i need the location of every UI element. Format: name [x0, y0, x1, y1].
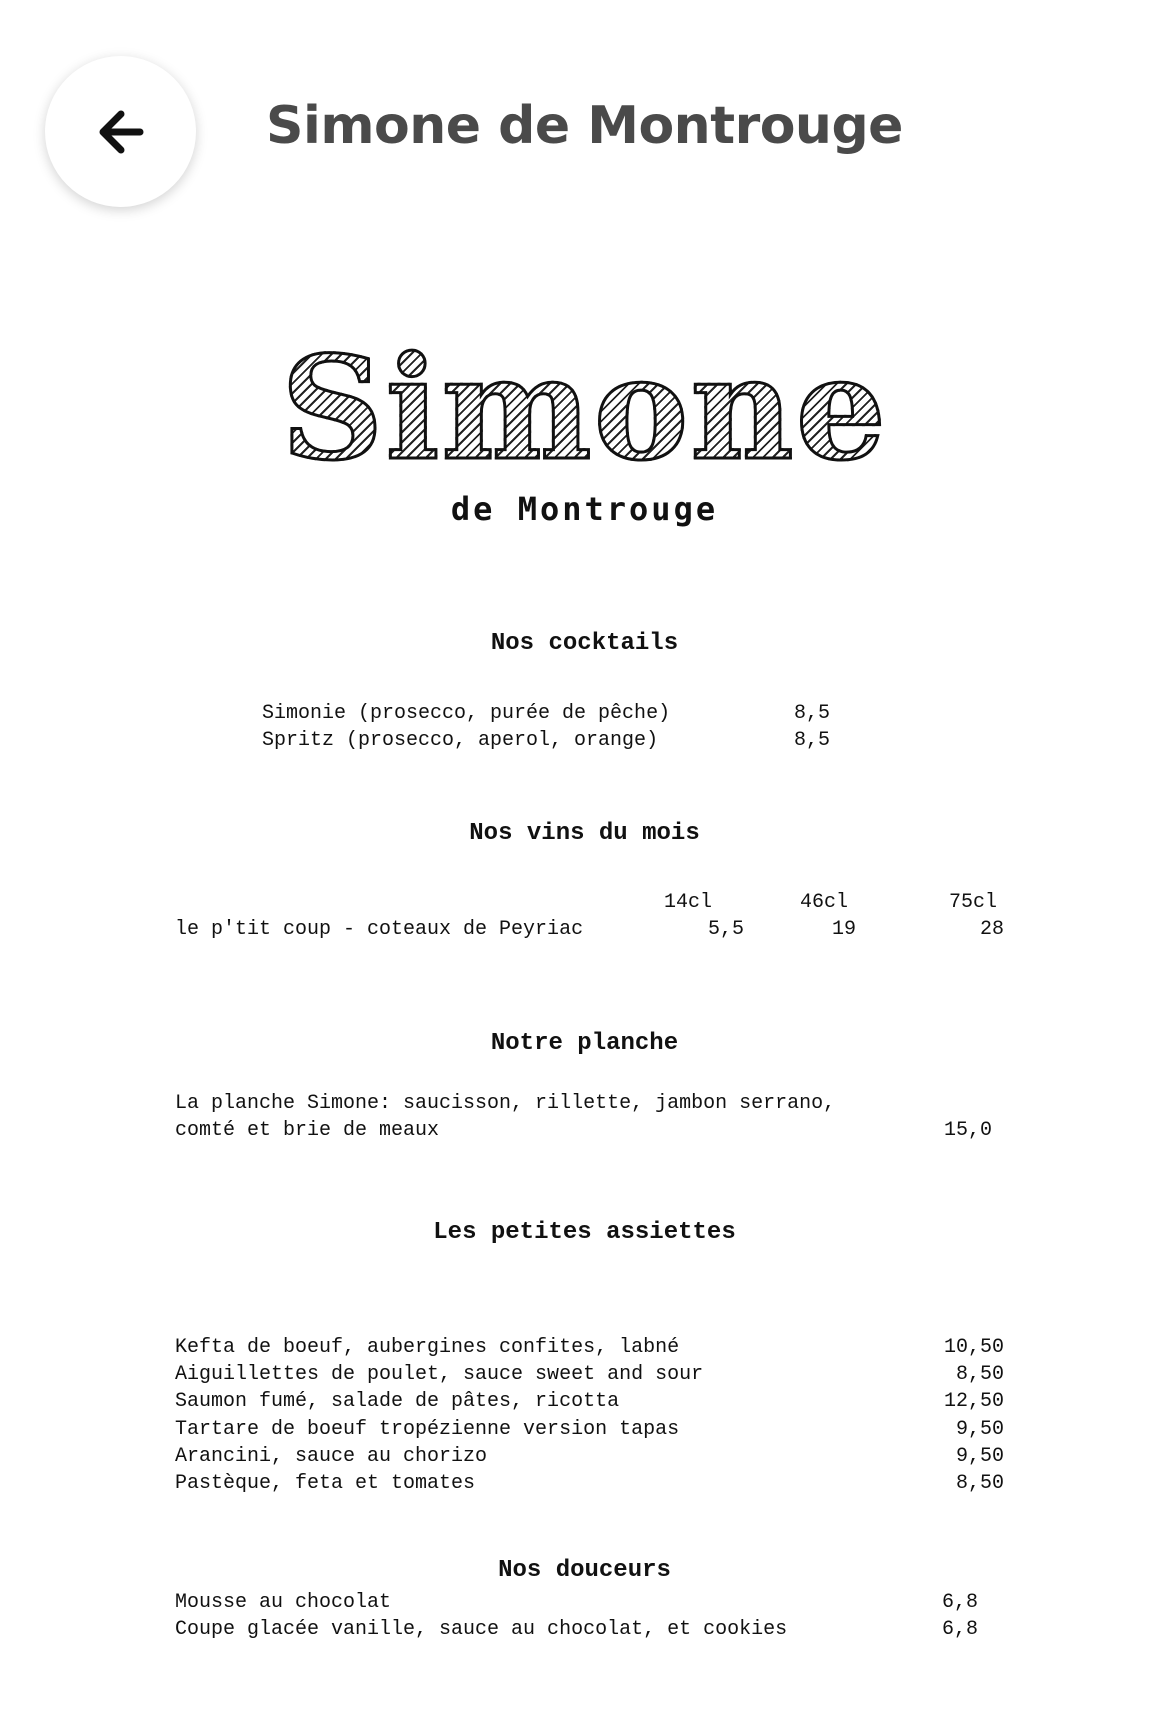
- menu-item-price: 6,8: [941, 1591, 978, 1614]
- menu-item-name: Saumon fumé, salade de pâtes, ricotta: [175, 1390, 620, 1413]
- menu-item-name: Simonie (prosecco, purée de pêche): [262, 702, 671, 725]
- menu-item-name: Aiguillettes de poulet, sauce sweet and sour: [175, 1363, 704, 1386]
- section-title-planche: Notre planche: [490, 1030, 679, 1057]
- menu-item-name: La planche Simone: saucisson, rillette, jambon serrano,: [175, 1092, 836, 1115]
- menu-item-price: 6,8: [941, 1618, 978, 1641]
- menu-item-price: 15,0: [943, 1119, 992, 1142]
- wine-size-header: 46cl: [800, 891, 849, 914]
- menu-item-price: 10,50: [943, 1336, 1004, 1359]
- menu-item-name: le p'tit coup - coteaux de Peyriac: [175, 918, 584, 941]
- section-title-vins: Nos vins du mois: [469, 820, 700, 847]
- menu-item-price: 12,50: [943, 1390, 1004, 1413]
- section-title-assiettes: Les petites assiettes: [433, 1219, 736, 1246]
- menu-item-price: 9,50: [955, 1418, 1004, 1441]
- menu-item-price: 28: [979, 918, 1004, 941]
- wine-size-header: 14cl: [664, 891, 713, 914]
- menu-item-price: 5,5: [707, 918, 744, 941]
- menu-item-name: Spritz (prosecco, aperol, orange): [262, 729, 659, 752]
- menu-item-price: 9,50: [955, 1445, 1004, 1468]
- section-title-cocktails: Nos cocktails: [490, 630, 679, 657]
- page-title: Simone de Montrouge: [266, 96, 903, 156]
- menu-item-name: Mousse au chocolat: [175, 1591, 392, 1614]
- menu-item-price: 8,5: [794, 702, 831, 725]
- menu-item-price: 8,50: [955, 1363, 1004, 1386]
- menu-item-name: Arancini, sauce au chorizo: [175, 1445, 488, 1468]
- logo-simone: Simone: [0, 338, 1169, 480]
- menu-item-price: 8,5: [794, 729, 831, 752]
- logo-subtitle: de Montrouge: [450, 490, 719, 528]
- menu-item-price: 19: [831, 918, 856, 941]
- menu-item-name: comté et brie de meaux: [175, 1119, 440, 1142]
- menu-item-name: Pastèque, feta et tomates: [175, 1472, 476, 1495]
- menu-item-name: Kefta de boeuf, aubergines confites, labné: [175, 1336, 680, 1359]
- menu-item-price: 8,50: [955, 1472, 1004, 1495]
- section-title-douceurs: Nos douceurs: [498, 1557, 671, 1584]
- menu-item-name: Coupe glacée vanille, sauce au chocolat, et cookies: [175, 1618, 788, 1641]
- wine-size-header: 75cl: [949, 891, 998, 914]
- menu-item-name: Tartare de boeuf tropézienne version tapas: [175, 1418, 680, 1441]
